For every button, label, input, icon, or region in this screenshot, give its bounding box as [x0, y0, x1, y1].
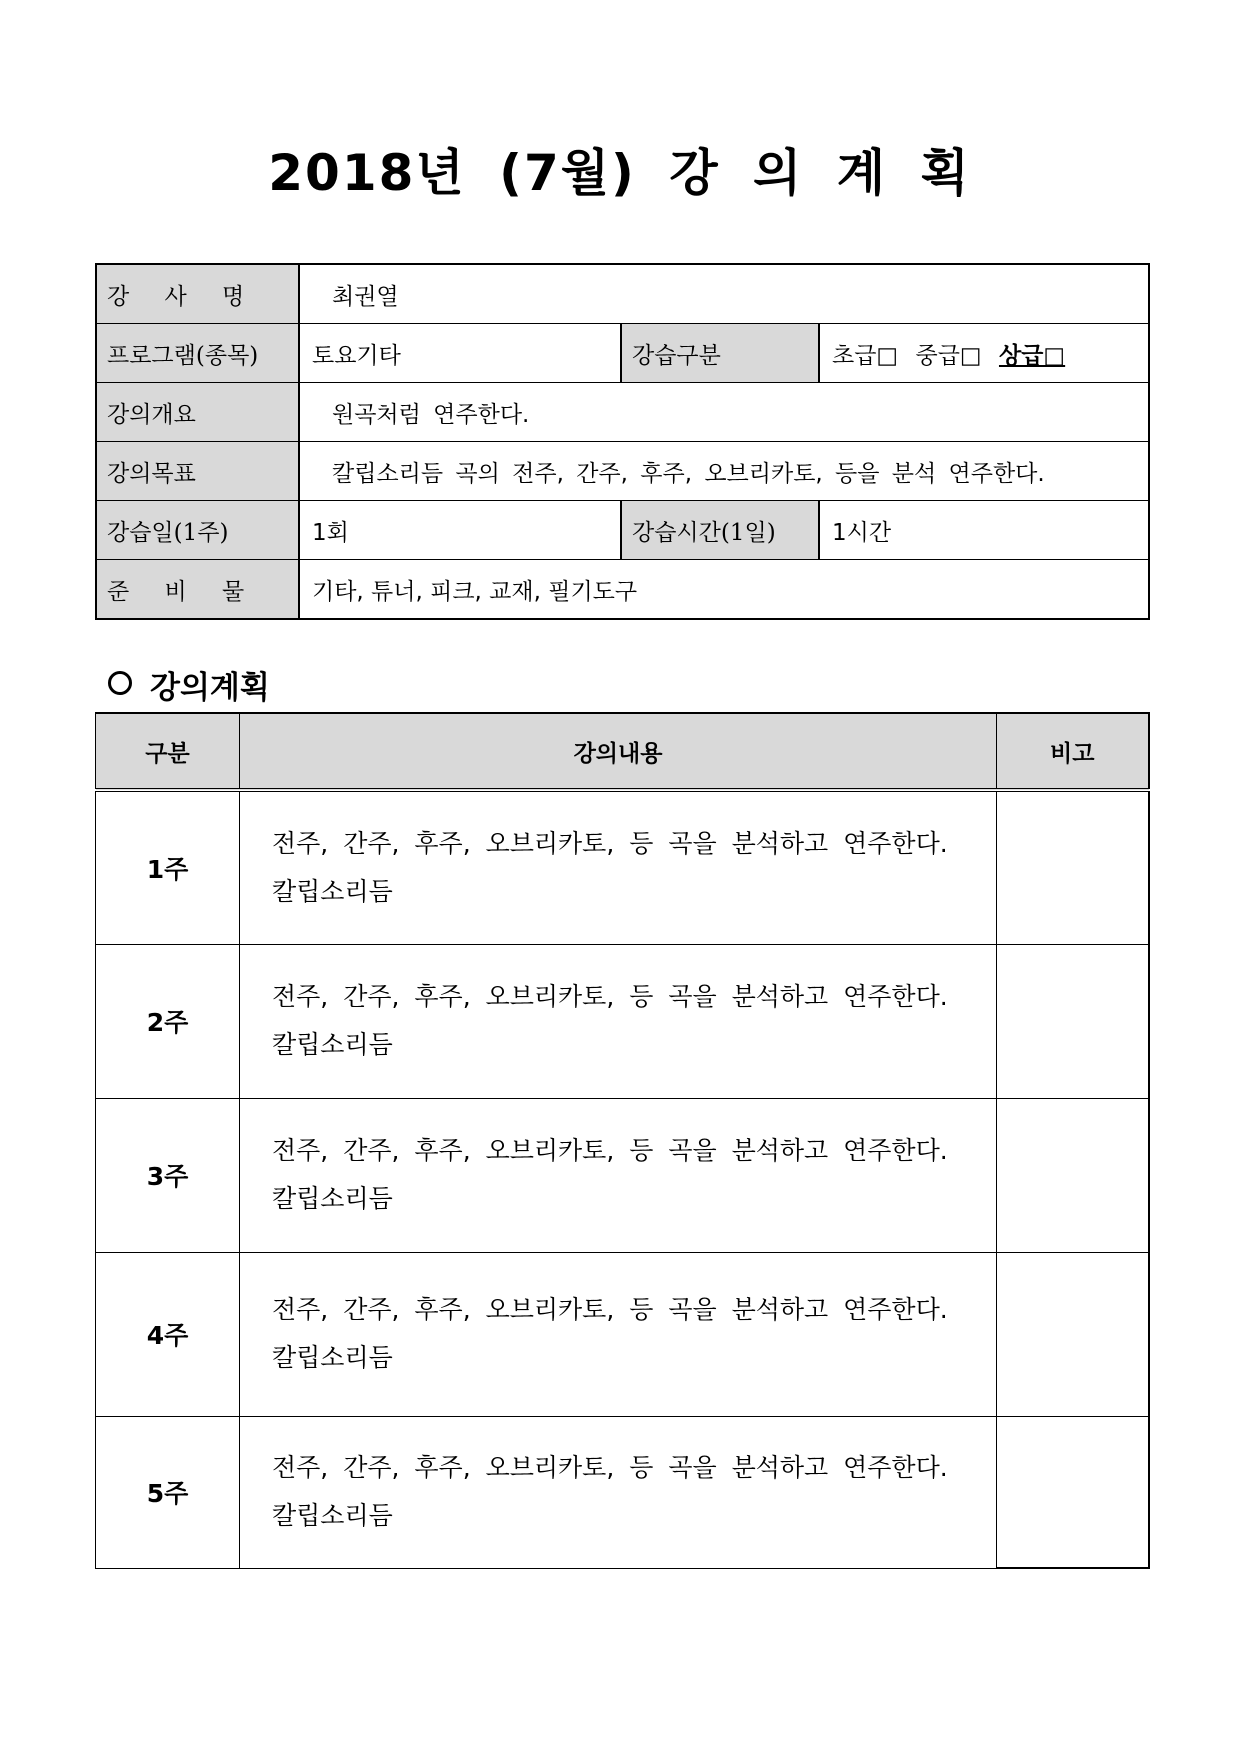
content-line: 전주, 간주, 후주, 오브리카토, 등 곡을 분석하고 연주한다.: [272, 828, 948, 858]
info-row-instructor: [96, 264, 1149, 324]
week-cell: 5주: [96, 1416, 240, 1568]
info-row-supplies: [96, 560, 1149, 620]
overview-value: 원곡처럼 연주한다.: [299, 383, 1149, 442]
content-line: 전주, 간주, 후주, 오브리카토, 등 곡을 분석하고 연주한다.: [272, 1295, 948, 1324]
level-label: 강습구분: [621, 324, 819, 383]
info-row-program: [96, 324, 1149, 383]
supplies-label: 준 비 물: [96, 560, 299, 620]
program-value: 토요기타: [299, 324, 621, 383]
content-cell: [240, 790, 997, 944]
week-cell: 3주: [96, 1098, 240, 1252]
week-cell: 2주: [96, 944, 240, 1098]
days-value: 1회: [299, 501, 621, 560]
content-cell: [240, 944, 997, 1098]
content-cell: [240, 1098, 997, 1252]
content-line: 전주, 간주, 후주, 오브리카토, 등 곡을 분석하고 연주한다.: [272, 1453, 948, 1482]
note-cell: [997, 1416, 1149, 1568]
content-rhythm: 칼립소리듬: [272, 1030, 393, 1059]
table-row: [96, 1252, 1149, 1416]
info-table: [95, 263, 1150, 620]
plan-table: [95, 712, 1150, 1569]
note-cell: [997, 790, 1149, 944]
content-rhythm: 칼립소리듬: [272, 1343, 393, 1372]
hours-label: 강습시간(1일): [621, 501, 819, 560]
table-row: [96, 790, 1149, 944]
info-row-schedule: [96, 501, 1149, 560]
plan-section-header: [108, 668, 270, 708]
content-line: 전주, 간주, 후주, 오브리카토, 등 곡을 분석하고 연주한다.: [272, 1136, 948, 1165]
circle-bullet-icon: [108, 671, 132, 695]
plan-header-row: [96, 713, 1149, 790]
note-cell: [997, 1252, 1149, 1416]
level-option-beginner: 초급□: [832, 342, 899, 369]
note-cell: [997, 944, 1149, 1098]
instructor-value: 최권열: [299, 264, 1149, 324]
program-label: 프로그램(종목): [96, 324, 299, 383]
info-row-goal: [96, 442, 1149, 501]
level-option-advanced: 상급□: [998, 342, 1066, 369]
content-rhythm: 칼립소리듬: [272, 1501, 393, 1530]
level-option-intermediate: 중급□: [915, 342, 982, 369]
week-column-header: 구분: [96, 713, 240, 790]
overview-label: 강의개요: [96, 383, 299, 442]
document-title: 2018년 (7월) 강 의 계 획: [268, 144, 971, 202]
content-cell: [240, 1252, 997, 1416]
note-column-header: 비고: [997, 713, 1149, 790]
days-label: 강습일(1주): [96, 501, 299, 560]
content-rhythm: 칼립소리듬: [272, 1184, 393, 1213]
goal-label: 강의목표: [96, 442, 299, 501]
table-row: [96, 1416, 1149, 1568]
table-row: [96, 944, 1149, 1098]
level-options: [819, 324, 1149, 383]
hours-value: 1시간: [819, 501, 1149, 560]
content-column-header: 강의내용: [240, 713, 997, 790]
info-row-overview: [96, 383, 1149, 442]
table-row: [96, 1098, 1149, 1252]
week-cell: 4주: [96, 1252, 240, 1416]
week-cell: 1주: [96, 790, 240, 944]
note-cell: [997, 1098, 1149, 1252]
goal-value: 칼립소리듬 곡의 전주, 간주, 후주, 오브리카토, 등을 분석 연주한다.: [299, 442, 1149, 501]
content-rhythm: 칼립소리듬: [272, 876, 393, 906]
content-cell: [240, 1416, 997, 1568]
instructor-label: 강 사 명: [96, 264, 299, 324]
plan-section-title: 강의계획: [150, 670, 270, 706]
supplies-value: 기타, 튜너, 피크, 교재, 필기도구: [299, 560, 1149, 620]
content-line: 전주, 간주, 후주, 오브리카토, 등 곡을 분석하고 연주한다.: [272, 982, 948, 1011]
